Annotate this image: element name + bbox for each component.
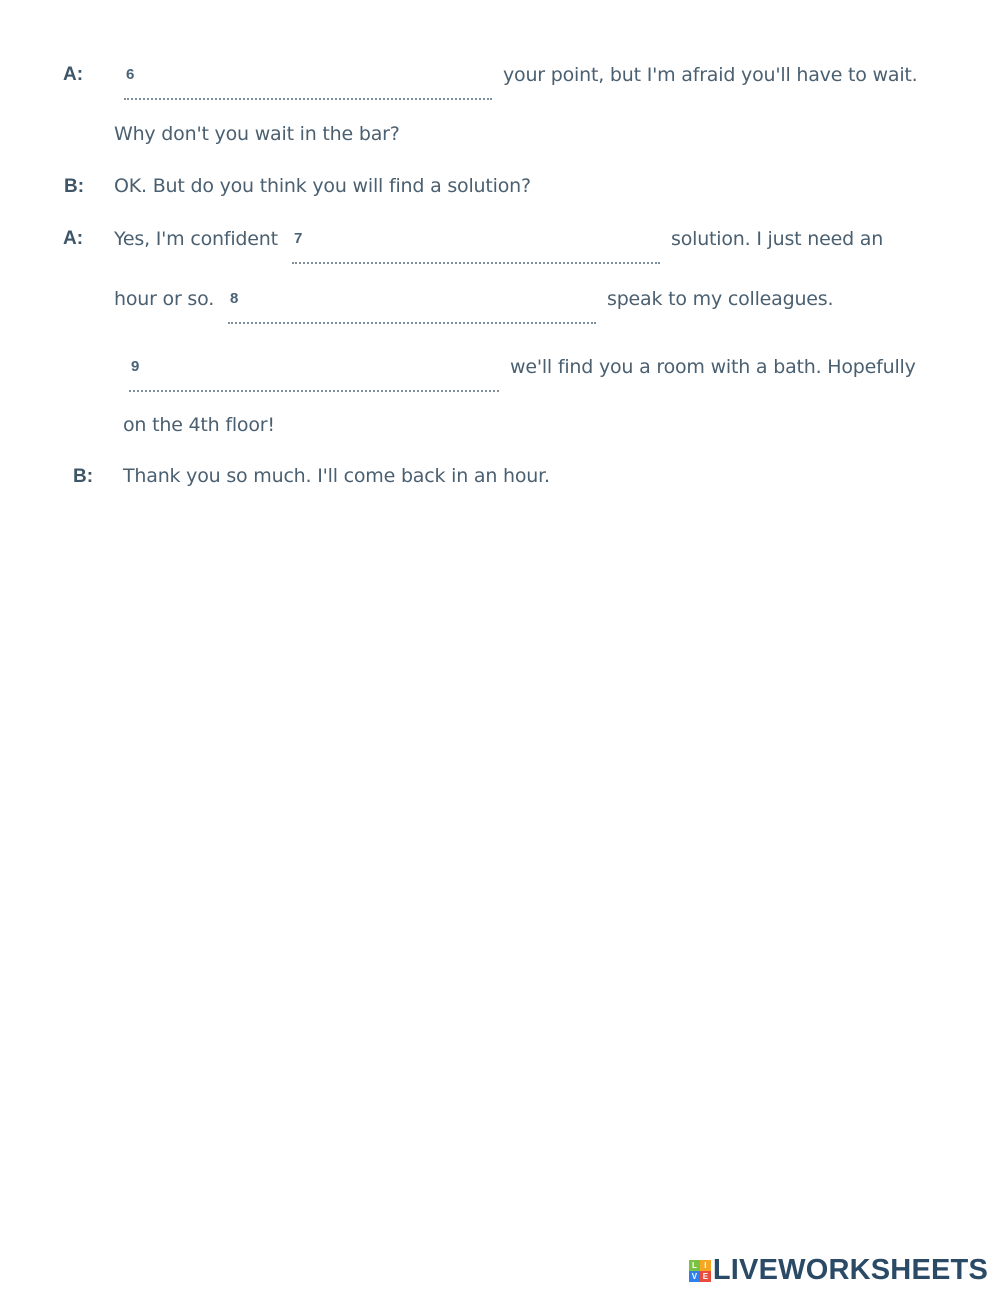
line3b-before-text: hour or so. [114,288,215,310]
line4-text: Thank you so much. I'll come back in an hour. [123,465,550,487]
line2-text: OK. But do you think you will find a solution? [114,175,531,197]
logo-cell-l: L [689,1260,700,1271]
speaker-b-label-2: B: [73,466,94,487]
logo-cell-i: I [700,1260,711,1271]
blank-number-8: 8 [230,290,239,307]
line3d-text: on the 4th floor! [123,414,275,436]
logo-cell-e: E [700,1271,711,1282]
line1-continuation: Why don't you wait in the bar? [114,123,400,145]
answer-blank-9[interactable] [129,390,499,392]
speaker-a-label: A: [63,64,84,85]
speaker-b-label: B: [64,176,85,197]
line3-after-text: solution. I just need an [671,228,884,250]
answer-blank-7[interactable] [292,262,660,264]
answer-blank-6[interactable] [124,98,492,100]
line1-after-text: your point, but I'm afraid you'll have to wait. [503,64,918,86]
logo-grid-icon [689,1260,711,1282]
speaker-a-label-2: A: [63,228,84,249]
line3c-after-text: we'll find you a room with a bath. Hopefully [510,356,916,378]
answer-blank-8[interactable] [228,322,596,324]
line3b-after-text: speak to my colleagues. [607,288,834,310]
logo-text: LIVEWORKSHEETS [712,1254,988,1286]
blank-number-9: 9 [131,358,140,375]
line3-before-text: Yes, I'm confident [114,228,278,250]
logo-cell-v: V [689,1271,700,1282]
blank-number-7: 7 [294,230,303,247]
liveworksheets-logo [689,1254,988,1287]
blank-number-6: 6 [126,66,135,83]
